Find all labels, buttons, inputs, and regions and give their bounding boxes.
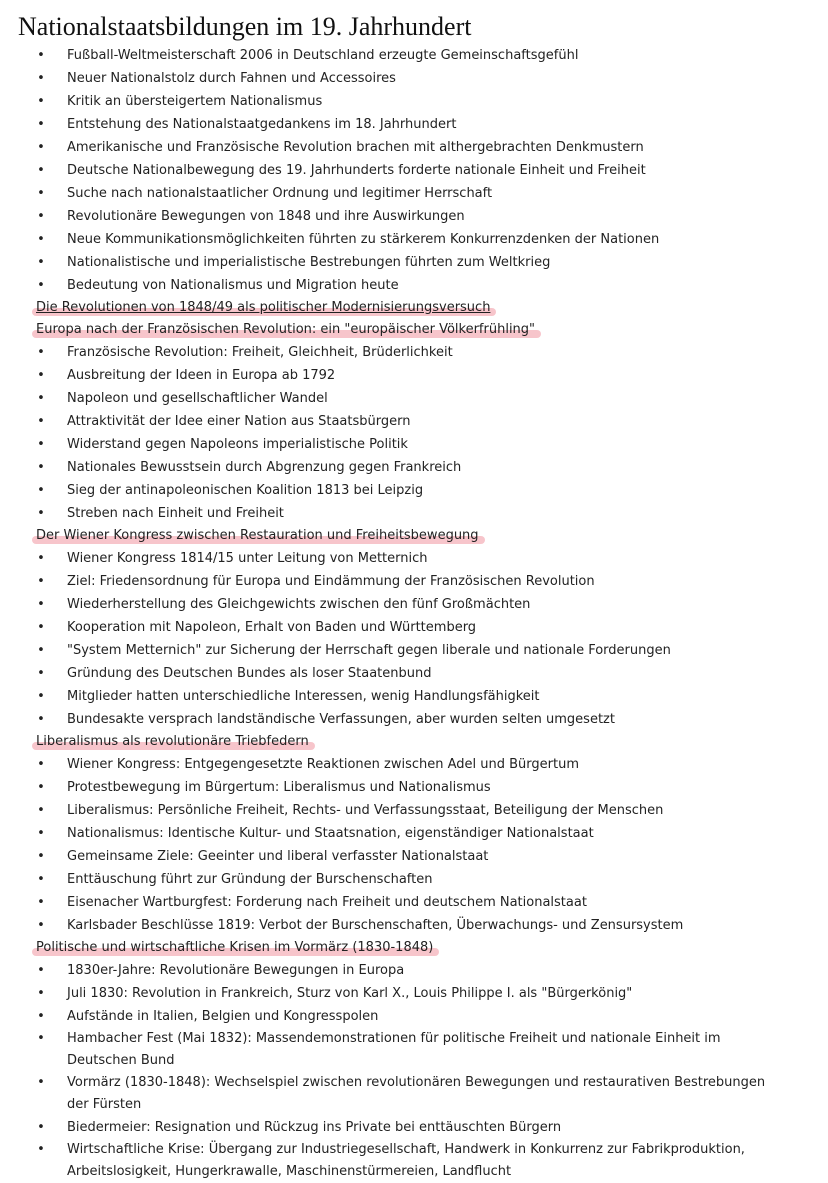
section-heading [36,319,535,341]
bullet-icon: • [37,620,45,635]
list-item [0,433,828,456]
list-item-text: Ziel: Friedensordnung für Europa und Eindämmung der Französischen Revolution [67,574,595,589]
list-item-text: Liberalismus: Persönliche Freiheit, Rechts- und Verfassungsstaat, Beteiligung der Menschen [67,803,664,818]
list-item-text: Bedeutung von Nationalismus und Migration heute [67,278,399,293]
list-item-text: Fußball-Weltmeisterschaft 2006 in Deutschland erzeugte Gemeinschaftsgefühl [67,48,579,63]
bullet-icon: • [37,803,45,818]
bullet-icon: • [37,1142,45,1157]
list-item-text: Nationalismus: Identische Kultur- und Staatsnation, eigenständiger Nationalstaat [67,826,594,841]
list-item-text: Wirtschaftliche Krise: Übergang zur Industriegesellschaft, Handwerk in Konkurrenz zur Fabrikproduktion, Arbeitslosigkeit, Hungerkrawalle, Maschinenstürmereien, Landflucht [67,1142,745,1179]
list-item-text: Gemeinsame Ziele: Geeinter und liberal verfasster Nationalstaat [67,849,489,864]
bullet-icon: • [37,849,45,864]
list-item [0,364,828,387]
list-item-text: Eisenacher Wartburgfest: Forderung nach Freiheit und deutschem Nationalstaat [67,895,587,910]
section-heading-row [0,731,828,753]
section-heading-text: Die Revolutionen von 1848/49 als politischer Modernisierungsversuch [36,300,491,315]
list-item [0,822,828,845]
section-heading-text: Politische und wirtschaftliche Krisen im Vormärz (1830-1848) [36,940,434,955]
list-item-text: Attraktivität der Idee einer Nation aus Staatsbürgern [67,414,411,429]
list-item [0,1072,828,1116]
list-item [0,547,828,570]
list-item [0,479,828,502]
list-item [0,982,828,1005]
list-item [0,776,828,799]
section-heading [36,525,479,547]
list-item [0,708,828,731]
list-item-text: Kooperation mit Napoleon, Erhalt von Baden und Württemberg [67,620,477,635]
bullet-icon: • [37,345,45,360]
bullet-icon: • [37,186,45,201]
list-item-text: Nationales Bewusstsein durch Abgrenzung gegen Frankreich [67,460,462,475]
section [0,525,828,731]
list-item [0,159,828,182]
list-item [0,182,828,205]
list-item-text: Streben nach Einheit und Freiheit [67,506,284,521]
bullet-icon: • [37,1031,45,1046]
section-heading-row [0,297,828,319]
list-item-text: Wiederherstellung des Gleichgewichts zwischen den fünf Großmächten [67,597,531,612]
section [0,731,828,937]
list-item [0,845,828,868]
list-item-text: Nationalistische und imperialistische Bestrebungen führten zum Weltkrieg [67,255,551,270]
list-item-text: Karlsbader Beschlüsse 1819: Verbot der Burschenschaften, Überwachungs- und Zensursystem [67,918,684,933]
bullet-icon: • [37,895,45,910]
bullet-icon: • [37,643,45,658]
list-item-text: Suche nach nationalstaatlicher Ordnung und legitimer Herrschaft [67,186,493,201]
list-item [0,753,828,776]
page-title: Nationalstaatsbildungen im 19. Jahrhundert [18,12,472,41]
bullet-icon: • [37,209,45,224]
list-item-text: Französische Revolution: Freiheit, Gleichheit, Brüderlichkeit [67,345,453,360]
section-heading [36,937,433,959]
bullet-icon: • [37,117,45,132]
section-list [0,959,828,1183]
list-item-text: Wiener Kongress: Entgegengesetzte Reaktionen zwischen Adel und Bürgertum [67,757,579,772]
list-item-text: Napoleon und gesellschaftlicher Wandel [67,391,328,406]
list-item [0,67,828,90]
bullet-icon: • [37,163,45,178]
bullet-icon: • [37,986,45,1001]
bullet-icon: • [37,94,45,109]
list-item [0,274,828,297]
list-item-text: Kritik an übersteigertem Nationalismus [67,94,323,109]
section-heading [36,297,490,319]
section-heading-row [0,937,828,959]
bullet-icon: • [37,826,45,841]
list-item-text: Neuer Nationalstolz durch Fahnen und Accessoires [67,71,396,86]
bullet-icon: • [37,255,45,270]
list-item [0,1028,828,1072]
section-heading-text: Europa nach der Französischen Revolution: ein "europäischer Völkerfrühling" [36,322,536,337]
list-item-text: Wiener Kongress 1814/15 unter Leitung von Metternich [67,551,428,566]
list-item [0,136,828,159]
list-item [0,1139,828,1183]
list-item [0,502,828,525]
list-item-text: Juli 1830: Revolution in Frankreich, Sturz von Karl X., Louis Philippe I. als "Bürgerkönig" [67,986,633,1001]
list-item-text: Vormärz (1830-1848): Wechselspiel zwischen revolutionären Bewegungen und restaurativen Bestrebungen der Fürsten [67,1075,766,1112]
list-item-text: Sieg der antinapoleonischen Koalition 1813 bei Leipzig [67,483,424,498]
bullet-icon: • [37,666,45,681]
section-heading-text: Der Wiener Kongress zwischen Restauration und Freiheitsbewegung [36,528,479,543]
list-item-text: Mitglieder hatten unterschiedliche Interessen, wenig Handlungsfähigkeit [67,689,540,704]
section-heading-row [0,525,828,547]
list-item [0,113,828,136]
bullet-icon: • [37,1120,45,1135]
list-item [0,891,828,914]
bullet-icon: • [37,460,45,475]
bullet-icon: • [37,551,45,566]
list-item [0,959,828,982]
bullet-icon: • [37,506,45,521]
section-list [0,753,828,937]
list-item [0,90,828,113]
list-item [0,799,828,822]
bullet-icon: • [37,689,45,704]
bullet-icon: • [37,368,45,383]
list-item [0,341,828,364]
bullet-icon: • [37,483,45,498]
section-heading-row [0,319,828,341]
bullet-icon: • [37,414,45,429]
list-item [0,639,828,662]
list-item-text: Hambacher Fest (Mai 1832): Massendemonstrationen für politische Freiheit und nationale Einheit im Deutschen Bund [67,1031,721,1068]
bullet-icon: • [37,963,45,978]
list-item [0,662,828,685]
bullet-icon: • [37,48,45,63]
list-item-text: 1830er-Jahre: Revolutionäre Bewegungen in Europa [67,963,405,978]
list-item-text: Amerikanische und Französische Revolution brachen mit althergebrachten Denkmustern [67,140,644,155]
list-item-text: Enttäuschung führt zur Gründung der Burschenschaften [67,872,433,887]
bullet-icon: • [37,278,45,293]
list-item [0,205,828,228]
bullet-icon: • [37,597,45,612]
bullet-icon: • [37,574,45,589]
list-item [0,914,828,937]
list-item [0,616,828,639]
list-item-text: Revolutionäre Bewegungen von 1848 und ihre Auswirkungen [67,209,465,224]
section [0,319,828,525]
list-item-text: "System Metternich" zur Sicherung der Herrschaft gegen liberale und nationale Forderungen [67,643,671,658]
list-item-text: Ausbreitung der Ideen in Europa ab 1792 [67,368,336,383]
list-item-text: Neue Kommunikationsmöglichkeiten führten zu stärkerem Konkurrenzdenken der Nationen [67,232,660,247]
bullet-icon: • [37,391,45,406]
section-heading [36,731,309,753]
list-item-text: Aufstände in Italien, Belgien und Kongresspolen [67,1009,379,1024]
intro-list [0,44,828,297]
list-item [0,593,828,616]
list-item-text: Entstehung des Nationalstaatgedankens im 18. Jahrhundert [67,117,457,132]
section [0,297,828,319]
bullet-icon: • [37,1075,45,1090]
list-item-text: Deutsche Nationalbewegung des 19. Jahrhunderts forderte nationale Einheit und Freiheit [67,163,646,178]
bullet-icon: • [37,712,45,727]
list-item [0,570,828,593]
list-item [0,387,828,410]
bullet-icon: • [37,437,45,452]
bullet-icon: • [37,1009,45,1024]
list-item-text: Biedermeier: Resignation und Rückzug ins Private bei enttäuschten Bürgern [67,1120,562,1135]
bullet-icon: • [37,232,45,247]
section-list [0,341,828,525]
list-item-text: Bundesakte versprach landständische Verfassungen, aber wurden selten umgesetzt [67,712,615,727]
bullet-icon: • [37,780,45,795]
list-item [0,410,828,433]
bullet-icon: • [37,757,45,772]
bullet-icon: • [37,918,45,933]
list-item [0,1116,828,1139]
section-list [0,547,828,731]
section-heading-text: Liberalismus als revolutionäre Triebfedern [36,734,309,749]
list-item [0,44,828,67]
document-content [0,44,828,1183]
list-item [0,1005,828,1028]
list-item [0,456,828,479]
bullet-icon: • [37,872,45,887]
list-item [0,251,828,274]
section [0,937,828,1183]
list-item [0,228,828,251]
bullet-icon: • [37,71,45,86]
list-item [0,685,828,708]
list-item [0,868,828,891]
list-item-text: Protestbewegung im Bürgertum: Liberalismus und Nationalismus [67,780,491,795]
list-item-text: Widerstand gegen Napoleons imperialistische Politik [67,437,408,452]
bullet-icon: • [37,140,45,155]
list-item-text: Gründung des Deutschen Bundes als loser Staatenbund [67,666,432,681]
